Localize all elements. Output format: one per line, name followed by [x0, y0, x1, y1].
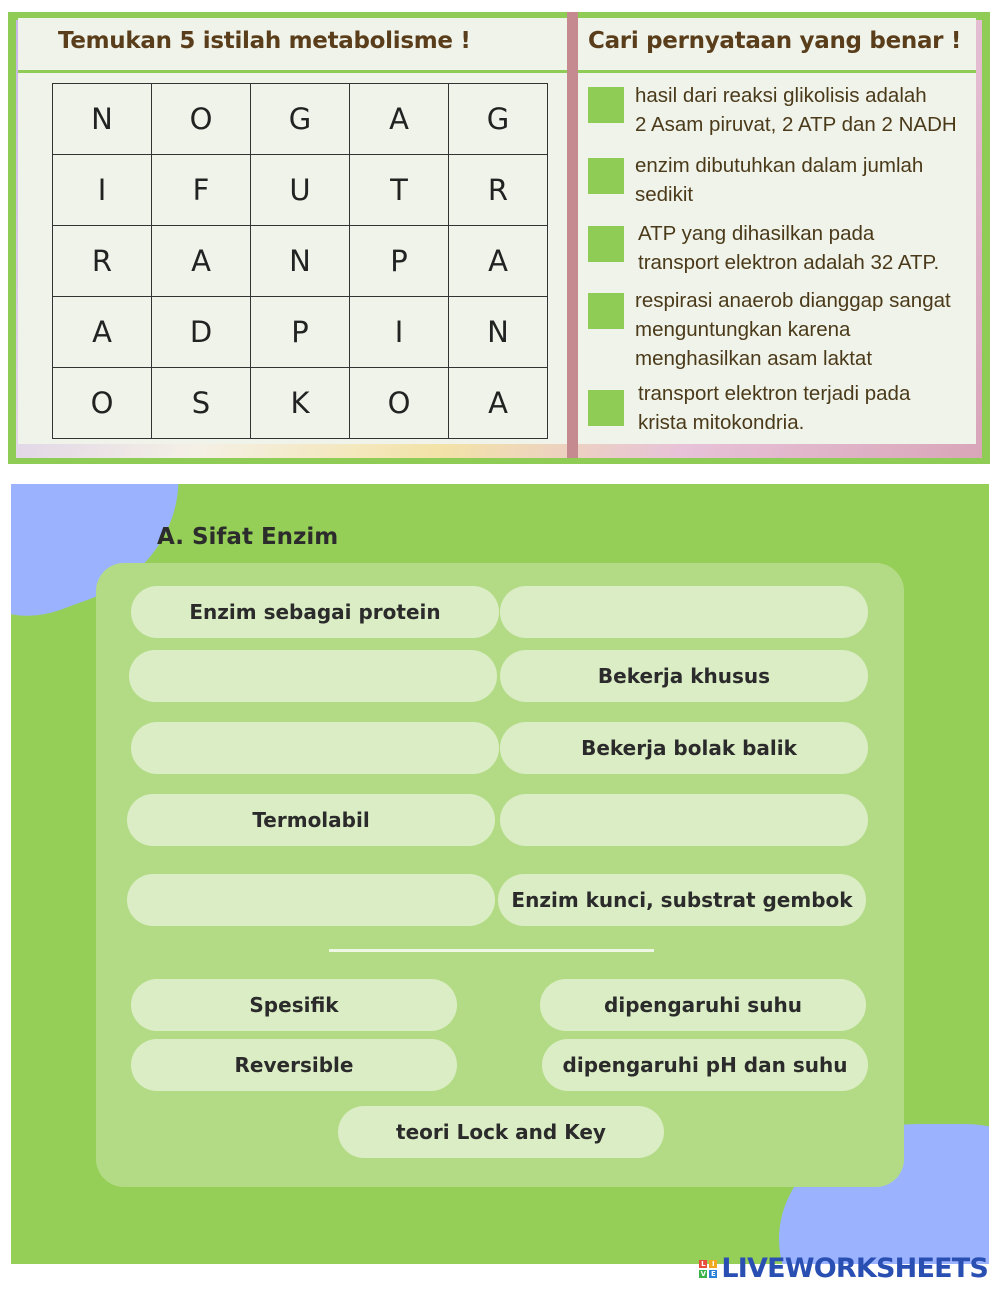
grid-cell[interactable]: A — [449, 226, 548, 297]
statements-title: Cari pernyataan yang benar ! — [588, 28, 962, 54]
grid-cell[interactable]: I — [350, 297, 449, 368]
statement-text: hasil dari reaksi glikolisis adalah 2 Asam piruvat, 2 ATP dan 2 NADH — [635, 84, 957, 136]
grid-row — [53, 226, 548, 297]
grid-cell[interactable]: A — [449, 368, 548, 439]
grid-cell[interactable]: D — [152, 297, 251, 368]
logo-text: LIVEWORKSHEETS — [721, 1253, 988, 1284]
grid-cell[interactable]: K — [251, 368, 350, 439]
statement-text: transport elektron terjadi pada krista mitokondria. — [638, 382, 911, 434]
grid-cell[interactable]: T — [350, 155, 449, 226]
option-chip[interactable]: Spesifik — [131, 979, 457, 1031]
option-chip[interactable]: Reversible — [131, 1039, 457, 1091]
grid-cell[interactable]: R — [53, 226, 152, 297]
grid-cell[interactable]: F — [152, 155, 251, 226]
grid-cell[interactable]: S — [152, 368, 251, 439]
statement-checkbox[interactable] — [588, 390, 624, 426]
enzim-panel — [11, 484, 989, 1264]
logo-mark-icon: L I V E — [700, 1259, 716, 1278]
drop-slot[interactable] — [500, 586, 868, 638]
drop-slot[interactable]: Bekerja khusus — [500, 650, 868, 702]
grid-cell[interactable]: P — [350, 226, 449, 297]
grid-cell[interactable]: R — [449, 155, 548, 226]
statement-checkbox[interactable] — [588, 87, 624, 123]
options-divider — [329, 949, 654, 952]
grid-cell[interactable]: A — [152, 226, 251, 297]
statement-text: enzim dibutuhkan dalam jumlah sedikit — [635, 154, 924, 206]
drop-slot[interactable] — [131, 722, 499, 774]
grid-row — [53, 84, 548, 155]
option-chip[interactable]: dipengaruhi pH dan suhu — [542, 1039, 868, 1091]
statement-checkbox[interactable] — [588, 293, 624, 329]
statement-checkbox[interactable] — [588, 158, 624, 194]
grid-cell[interactable]: O — [350, 368, 449, 439]
grid-cell[interactable]: N — [251, 226, 350, 297]
drop-slot[interactable]: Termolabil — [127, 794, 495, 846]
grid-cell[interactable]: A — [350, 84, 449, 155]
drop-slot[interactable] — [500, 794, 868, 846]
grid-cell[interactable]: O — [152, 84, 251, 155]
grid-row — [53, 155, 548, 226]
drop-slot[interactable]: Bekerja bolak balik — [500, 722, 868, 774]
pane-divider — [567, 12, 578, 458]
drop-slot[interactable]: Enzim sebagai protein — [131, 586, 499, 638]
drop-slot[interactable] — [127, 874, 495, 926]
grid-cell[interactable]: G — [251, 84, 350, 155]
grid-cell[interactable]: U — [251, 155, 350, 226]
wordsearch-grid — [52, 83, 548, 439]
statement-checkbox[interactable] — [588, 226, 624, 262]
option-chip[interactable]: teori Lock and Key — [338, 1106, 664, 1158]
liveworksheets-logo[interactable] — [699, 1253, 988, 1284]
grid-cell[interactable]: N — [449, 297, 548, 368]
statement-text: ATP yang dihasilkan pada transport elektron adalah 32 ATP. — [638, 222, 940, 274]
grid-cell[interactable]: N — [53, 84, 152, 155]
option-chip[interactable]: dipengaruhi suhu — [540, 979, 866, 1031]
grid-cell[interactable]: P — [251, 297, 350, 368]
wordsearch-title: Temukan 5 istilah metabolisme ! — [58, 28, 471, 54]
grid-cell[interactable]: O — [53, 368, 152, 439]
grid-row — [53, 368, 548, 439]
grid-cell[interactable]: G — [449, 84, 548, 155]
grid-cell[interactable]: A — [53, 297, 152, 368]
drop-slot[interactable]: Enzim kunci, substrat gembok — [498, 874, 866, 926]
drop-slot[interactable] — [129, 650, 497, 702]
grid-cell[interactable]: I — [53, 155, 152, 226]
section-title: A. Sifat Enzim — [157, 524, 339, 550]
statement-text: respirasi anaerob dianggap sangat menguntungkan karena menghasilkan asam laktat — [635, 289, 951, 370]
grid-row — [53, 297, 548, 368]
